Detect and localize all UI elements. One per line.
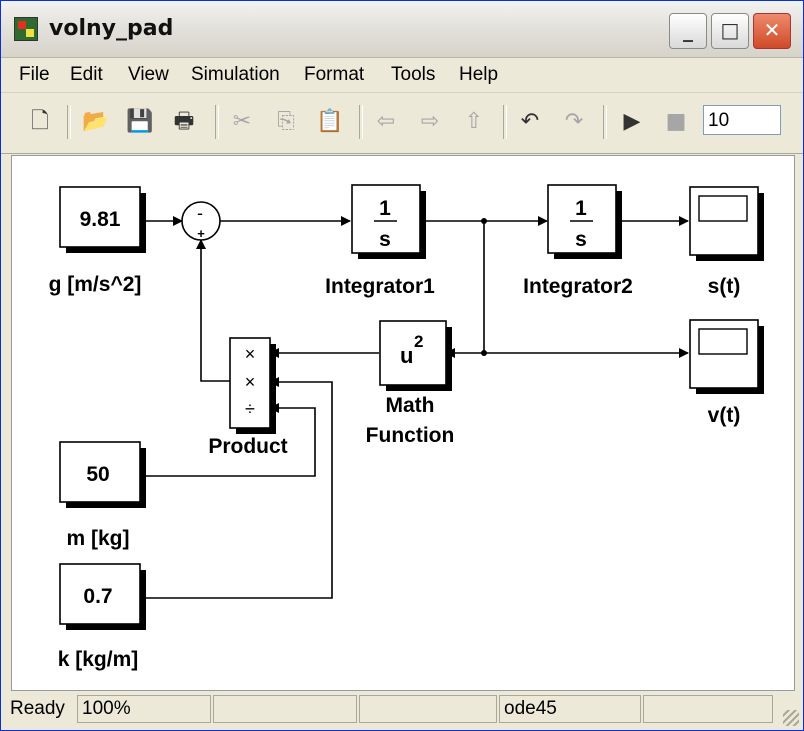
constant-m-label: m [kg] bbox=[66, 527, 130, 550]
menu-help[interactable]: Help bbox=[459, 64, 499, 85]
product-op-divide: ÷ bbox=[245, 399, 255, 419]
new-icon[interactable]: 🗋 bbox=[31, 109, 49, 134]
scope-v-screen bbox=[699, 329, 747, 354]
sum-minus-sign: - bbox=[197, 203, 203, 223]
window-title: volny_pad bbox=[49, 16, 174, 41]
constant-k-block[interactable] bbox=[60, 564, 146, 630]
integrator2-label: Integrator2 bbox=[523, 275, 633, 298]
constant-k-label: k [kg/m] bbox=[57, 648, 139, 671]
status-bar bbox=[1, 691, 803, 730]
constant-g-label: g [m/s^2] bbox=[48, 273, 142, 296]
toolbar-separator bbox=[359, 105, 363, 139]
back-icon[interactable]: ⇦ bbox=[376, 109, 396, 134]
menu-file[interactable]: File bbox=[19, 64, 50, 85]
sum-block[interactable] bbox=[182, 202, 220, 241]
status-zoom: 100% bbox=[77, 695, 211, 723]
play-icon[interactable]: ▶ bbox=[623, 109, 641, 134]
menu-edit[interactable]: Edit bbox=[70, 64, 103, 85]
simulink-app-icon bbox=[14, 17, 38, 41]
status-field-empty-1 bbox=[213, 695, 357, 723]
status-field-empty-2 bbox=[359, 695, 497, 723]
redo-icon[interactable]: ↷ bbox=[564, 109, 584, 134]
undo-icon[interactable]: ↶ bbox=[520, 109, 540, 134]
scope-v-label: v(t) bbox=[707, 404, 741, 427]
cut-icon[interactable]: ✂ bbox=[232, 109, 252, 134]
branch-point bbox=[481, 350, 487, 356]
toolbar-separator bbox=[503, 105, 507, 139]
math-function-label-line2: Function bbox=[365, 424, 455, 447]
toolbar-separator bbox=[67, 105, 71, 139]
signal-product-to-sum[interactable] bbox=[201, 240, 230, 381]
menu-simulation[interactable]: Simulation bbox=[191, 64, 280, 85]
integrator2-block[interactable] bbox=[548, 185, 622, 259]
open-icon[interactable]: 📂 bbox=[82, 109, 110, 134]
copy-icon[interactable]: ⎘ bbox=[277, 109, 295, 134]
constant-g-value: 9.81 bbox=[79, 208, 121, 231]
status-field-empty-3 bbox=[643, 695, 773, 723]
menu-bar bbox=[1, 58, 803, 93]
integrator1-block[interactable] bbox=[352, 185, 426, 259]
integrator1-denominator: s bbox=[379, 228, 391, 251]
status-solver: ode45 bbox=[499, 695, 641, 723]
math-function-exponent: 2 bbox=[414, 332, 424, 351]
constant-m-value: 50 bbox=[86, 463, 110, 486]
scope-v-block[interactable] bbox=[690, 320, 764, 394]
math-function-block[interactable] bbox=[380, 321, 452, 391]
integrator2-denominator: s bbox=[575, 228, 587, 251]
constant-k-value: 0.7 bbox=[83, 585, 113, 608]
resize-grip[interactable] bbox=[783, 710, 799, 726]
title-bar[interactable] bbox=[1, 1, 803, 58]
save-icon[interactable]: 💾 bbox=[126, 109, 154, 134]
constant-g-block[interactable] bbox=[60, 187, 146, 253]
toolbar-separator bbox=[215, 105, 219, 139]
up-icon[interactable]: ⇧ bbox=[464, 109, 484, 134]
integrator2-numerator: 1 bbox=[575, 197, 587, 220]
toolbar bbox=[1, 93, 803, 154]
menu-tools[interactable]: Tools bbox=[391, 64, 436, 85]
stop-time-input[interactable]: 10 bbox=[703, 105, 781, 135]
product-op-multiply-1: × bbox=[244, 344, 256, 364]
integrator1-numerator: 1 bbox=[379, 197, 391, 220]
paste-icon[interactable]: 📋 bbox=[316, 109, 344, 134]
branch-point bbox=[481, 218, 487, 224]
menu-format[interactable]: Format bbox=[304, 64, 365, 85]
constant-m-block[interactable] bbox=[60, 442, 146, 508]
block-diagram bbox=[12, 156, 794, 690]
scope-s-label: s(t) bbox=[707, 275, 741, 298]
product-op-multiply-2: × bbox=[244, 372, 256, 392]
scope-s-screen bbox=[699, 196, 747, 221]
menu-view[interactable]: View bbox=[128, 64, 169, 85]
sum-plus-sign: + bbox=[197, 226, 205, 241]
integrator1-label: Integrator1 bbox=[325, 275, 435, 298]
math-function-label-line1: Math bbox=[385, 394, 435, 417]
toolbar-separator bbox=[603, 105, 607, 139]
model-canvas[interactable] bbox=[11, 155, 795, 691]
maximize-button[interactable]: □ bbox=[711, 13, 749, 49]
stop-icon[interactable]: ■ bbox=[665, 109, 687, 134]
print-icon[interactable]: 🖶 bbox=[173, 109, 195, 134]
forward-icon[interactable]: ⇨ bbox=[420, 109, 440, 134]
scope-s-block[interactable] bbox=[690, 187, 764, 261]
status-state: Ready bbox=[10, 698, 65, 719]
math-function-base: u bbox=[400, 343, 414, 368]
product-label: Product bbox=[208, 435, 288, 458]
minimize-button[interactable]: _ bbox=[669, 13, 707, 49]
close-button[interactable]: ✕ bbox=[753, 13, 791, 49]
product-block[interactable] bbox=[230, 338, 276, 434]
